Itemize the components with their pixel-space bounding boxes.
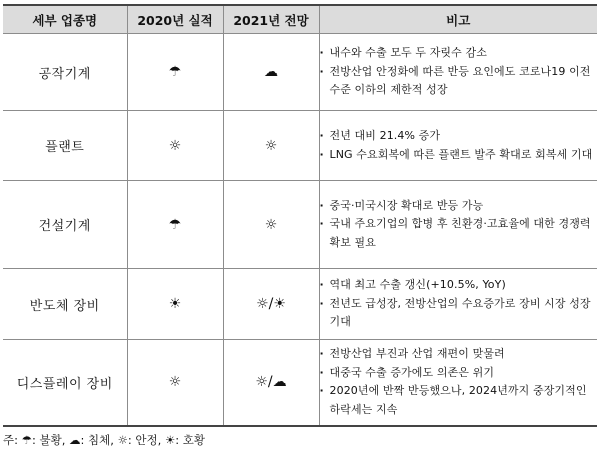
category-cell: 플랜트: [3, 111, 127, 181]
table-row: [3, 340, 597, 426]
umbrella-icon: ☂: [21, 433, 32, 447]
header-category: 세부 업종명: [3, 5, 127, 34]
note-item: · 내수와 수출 모두 두 자릿수 감소: [320, 44, 598, 63]
legend-label: : 안정,: [127, 433, 162, 447]
note-item: · LNG 수요회복에 따른 플랜트 발주 확대로 회복세 기대: [320, 146, 598, 165]
actual-2020-icon: ☀: [127, 269, 223, 340]
cloud-icon: ☁: [69, 433, 81, 447]
outlook-table: [3, 4, 597, 427]
notes-cell: [319, 34, 597, 111]
table-row: [3, 34, 597, 111]
note-item: · 역대 최고 수출 갱신(+10.5%, YoY): [320, 276, 598, 295]
forecast-2021-icon: ☼: [223, 111, 319, 181]
header-2021-forecast: 2021년 전망: [223, 5, 319, 34]
header-2020-actual: 2020년 실적: [127, 5, 223, 34]
note-item: · 대중국 수출 증가에도 의존은 위기: [320, 364, 598, 383]
category-cell: 건설기계: [3, 181, 127, 269]
header-row: [3, 5, 597, 34]
actual-2020-icon: ☼: [127, 340, 223, 426]
category-cell: 공작기계: [3, 34, 127, 111]
note-item: · 전방산업 안정화에 따른 반등 요인에도 코로나19 이전 수준 이하의 제한적 성장: [320, 63, 598, 100]
table-row: [3, 269, 597, 340]
note-item: · 중국·미국시장 확대로 반등 가능: [320, 197, 598, 216]
sun-outline-icon: ☼: [117, 433, 128, 447]
forecast-2021-icon: ☼: [223, 181, 319, 269]
category-cell: 반도체 장비: [3, 269, 127, 340]
legend-label: : 침체,: [80, 433, 114, 447]
table-row: [3, 111, 597, 181]
note-item: · 국내 주요기업의 합병 후 친환경·고효율에 대한 경쟁력 확보 필요: [320, 215, 598, 252]
actual-2020-icon: ☂: [127, 34, 223, 111]
header-notes: 비고: [319, 5, 597, 34]
category-cell: 디스플레이 장비: [3, 340, 127, 426]
legend-label: : 불황,: [31, 433, 66, 447]
forecast-2021-icon: ☼/☁: [223, 340, 319, 426]
sun-icon: ☀: [164, 433, 176, 447]
notes-cell: [319, 269, 597, 340]
actual-2020-icon: ☼: [127, 111, 223, 181]
forecast-2021-icon: ☁: [223, 34, 319, 111]
notes-cell: [319, 111, 597, 181]
actual-2020-icon: ☂: [127, 181, 223, 269]
notes-cell: [319, 340, 597, 426]
note-item: · 2020년에 반짝 반등했으나, 2024년까지 중장기적인 하락세는 지속: [320, 382, 598, 419]
note-item: · 전년도 급성장, 전방산업의 수요증가로 장비 시장 성장 기대: [320, 295, 598, 332]
notes-cell: [319, 181, 597, 269]
table-row: [3, 181, 597, 269]
note-item: · 전년 대비 21.4% 증가: [320, 127, 598, 146]
legend: [3, 432, 205, 448]
legend-prefix: 주:: [3, 433, 18, 447]
forecast-2021-icon: ☼/☀: [223, 269, 319, 340]
note-item: · 전방산업 부진과 산업 재편이 맞물려: [320, 345, 598, 364]
legend-label: : 호황: [175, 433, 206, 447]
